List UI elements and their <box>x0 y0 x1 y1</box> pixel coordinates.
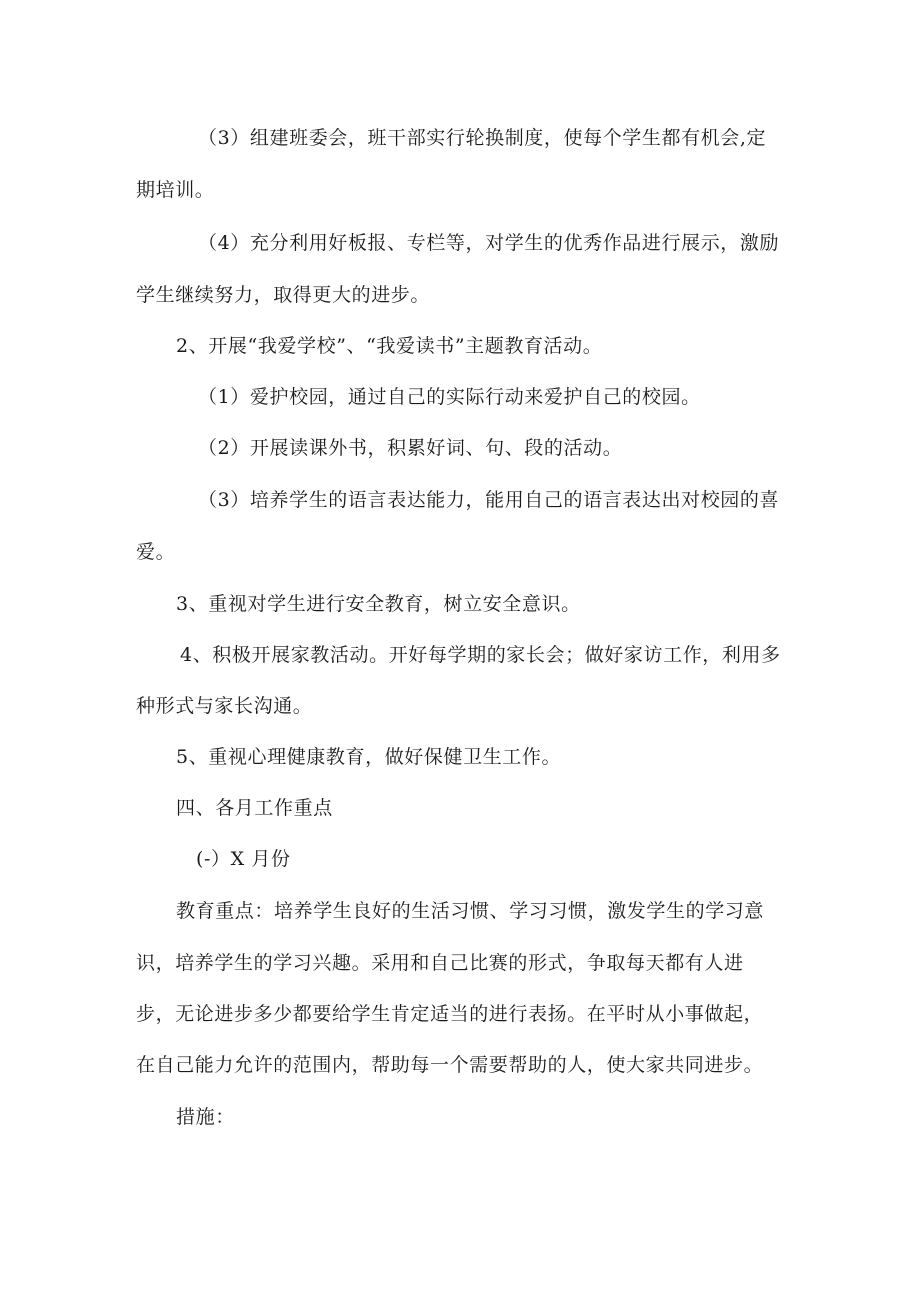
section-heading: 5、重视心理健康教育，做好保健卫生工作。 <box>176 746 562 768</box>
text-line: （1）爱护校园，通过自己的实际行动来爱护自己的校园。 <box>198 386 701 408</box>
text-line: （3）组建班委会，班干部实行轮换制度，使每个学生都有机会,定 <box>198 127 767 149</box>
text-line: 措施： <box>176 1106 235 1128</box>
text-line: 学生继续努力，取得更大的进步。 <box>136 284 431 306</box>
section-heading: 4、积极开展家教活动。开好每学期的家长会；做好家访工作，利用多 <box>180 644 781 666</box>
text-line: 步，无论进步多少都要给学生肯定适当的进行表扬。在平时从小事做起， <box>136 1003 764 1025</box>
text-line: （3）培养学生的语言表达能力，能用自己的语言表达出对校园的喜 <box>198 489 780 511</box>
text-line: （4）充分利用好板报、专栏等，对学生的优秀作品进行展示，激励 <box>198 232 780 254</box>
text-line: 种形式与家长沟通。 <box>136 695 313 717</box>
text-line: （2）开展读课外书，积累好词、句、段的活动。 <box>198 437 623 459</box>
text-line: 教育重点：培养学生良好的生活习惯、学习习惯，激发学生的学习意 <box>176 900 765 922</box>
text-line: 爱。 <box>136 541 176 563</box>
subsection-heading: (-）X 月份 <box>196 848 291 870</box>
text-line: 期培训。 <box>136 179 215 201</box>
chapter-heading: 四、各月工作重点 <box>176 797 333 819</box>
section-heading: 2、开展“我爱学校”、“我爱读书”主题教育活动。 <box>176 335 603 357</box>
text-line: 识，培养学生的学习兴趣。采用和自己比赛的形式，争取每天都有人进 <box>136 952 744 974</box>
text-line: 在自己能力允许的范围内，帮助每一个需要帮助的人，使大家共同进步。 <box>136 1054 764 1076</box>
section-heading: 3、重视对学生进行安全教育，树立安全意识。 <box>176 593 581 615</box>
